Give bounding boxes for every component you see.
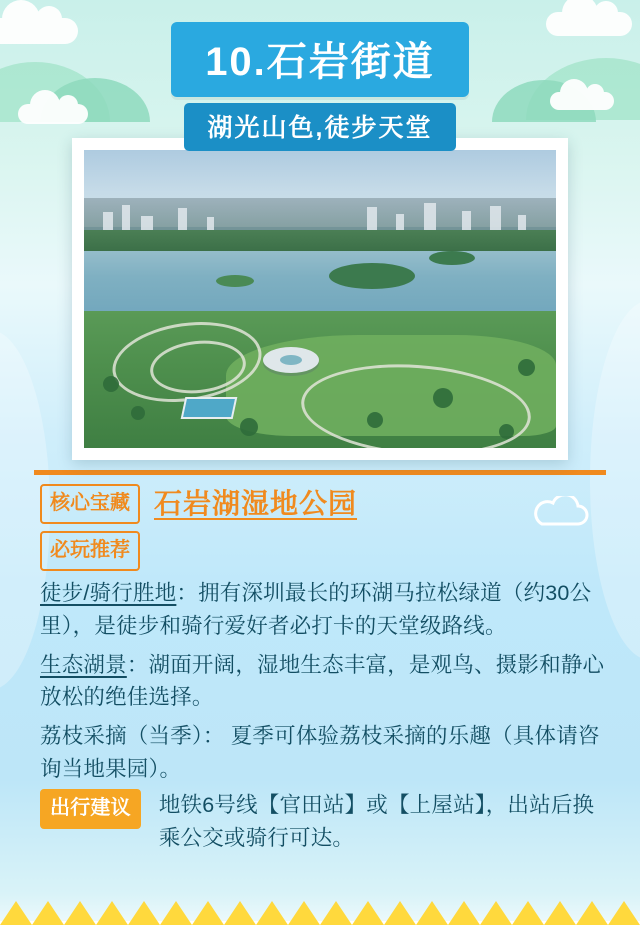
must-play-row xyxy=(40,531,606,571)
travel-advice-tag: 出行建议 xyxy=(40,789,141,828)
highlight-text: ： 夏季可体验荔枝采摘的乐趣（具体请咨询当地果园）。 xyxy=(40,724,600,781)
photo-pool xyxy=(181,397,238,419)
highlight-label: 徒步/骑行胜地 xyxy=(40,581,177,606)
photo-skyline xyxy=(84,198,556,234)
highlight-item xyxy=(40,720,606,785)
travel-advice-row xyxy=(40,789,606,854)
photo-tree xyxy=(240,418,258,436)
cloud-icon xyxy=(530,496,590,530)
highlight-text: ：湖面开阔，湿地生态丰富，是观鸟、摄影和静心放松的绝佳选择。 xyxy=(40,652,605,710)
photo-tree xyxy=(518,359,535,376)
zigzag-decoration xyxy=(0,891,640,925)
title-block xyxy=(0,22,640,151)
highlight-label: 生态湖景 xyxy=(40,652,127,677)
highlight-label: 荔枝采摘（当季） xyxy=(40,724,203,749)
travel-advice-text: 地铁6号线【官田站】或【上屋站】，出站后换乘公交或骑行可达。 xyxy=(158,793,595,851)
photo-far-shore xyxy=(84,230,556,251)
core-treasure-row xyxy=(40,482,606,525)
aerial-photo xyxy=(84,150,556,448)
footer-strip xyxy=(0,921,640,951)
highlight-item xyxy=(40,649,606,714)
page-title: 10.石岩街道 xyxy=(171,22,469,97)
highlight-item xyxy=(40,577,606,642)
divider-orange xyxy=(34,470,606,475)
core-treasure-tag: 核心宝藏 xyxy=(40,484,140,524)
must-play-tag: 必玩推荐 xyxy=(40,531,140,571)
highlight-text: ：拥有深圳最长的环湖马拉松绿道（约30公里），是徒步和骑行爱好者必打卡的天堂级路线。 xyxy=(40,581,592,639)
photo-pavilion xyxy=(263,347,319,373)
park-name: 石岩湖湿地公园 xyxy=(154,488,358,519)
photo-card xyxy=(72,138,568,460)
page-subtitle: 湖光山色,徒步天堂 xyxy=(184,103,457,151)
content-body xyxy=(40,482,606,855)
